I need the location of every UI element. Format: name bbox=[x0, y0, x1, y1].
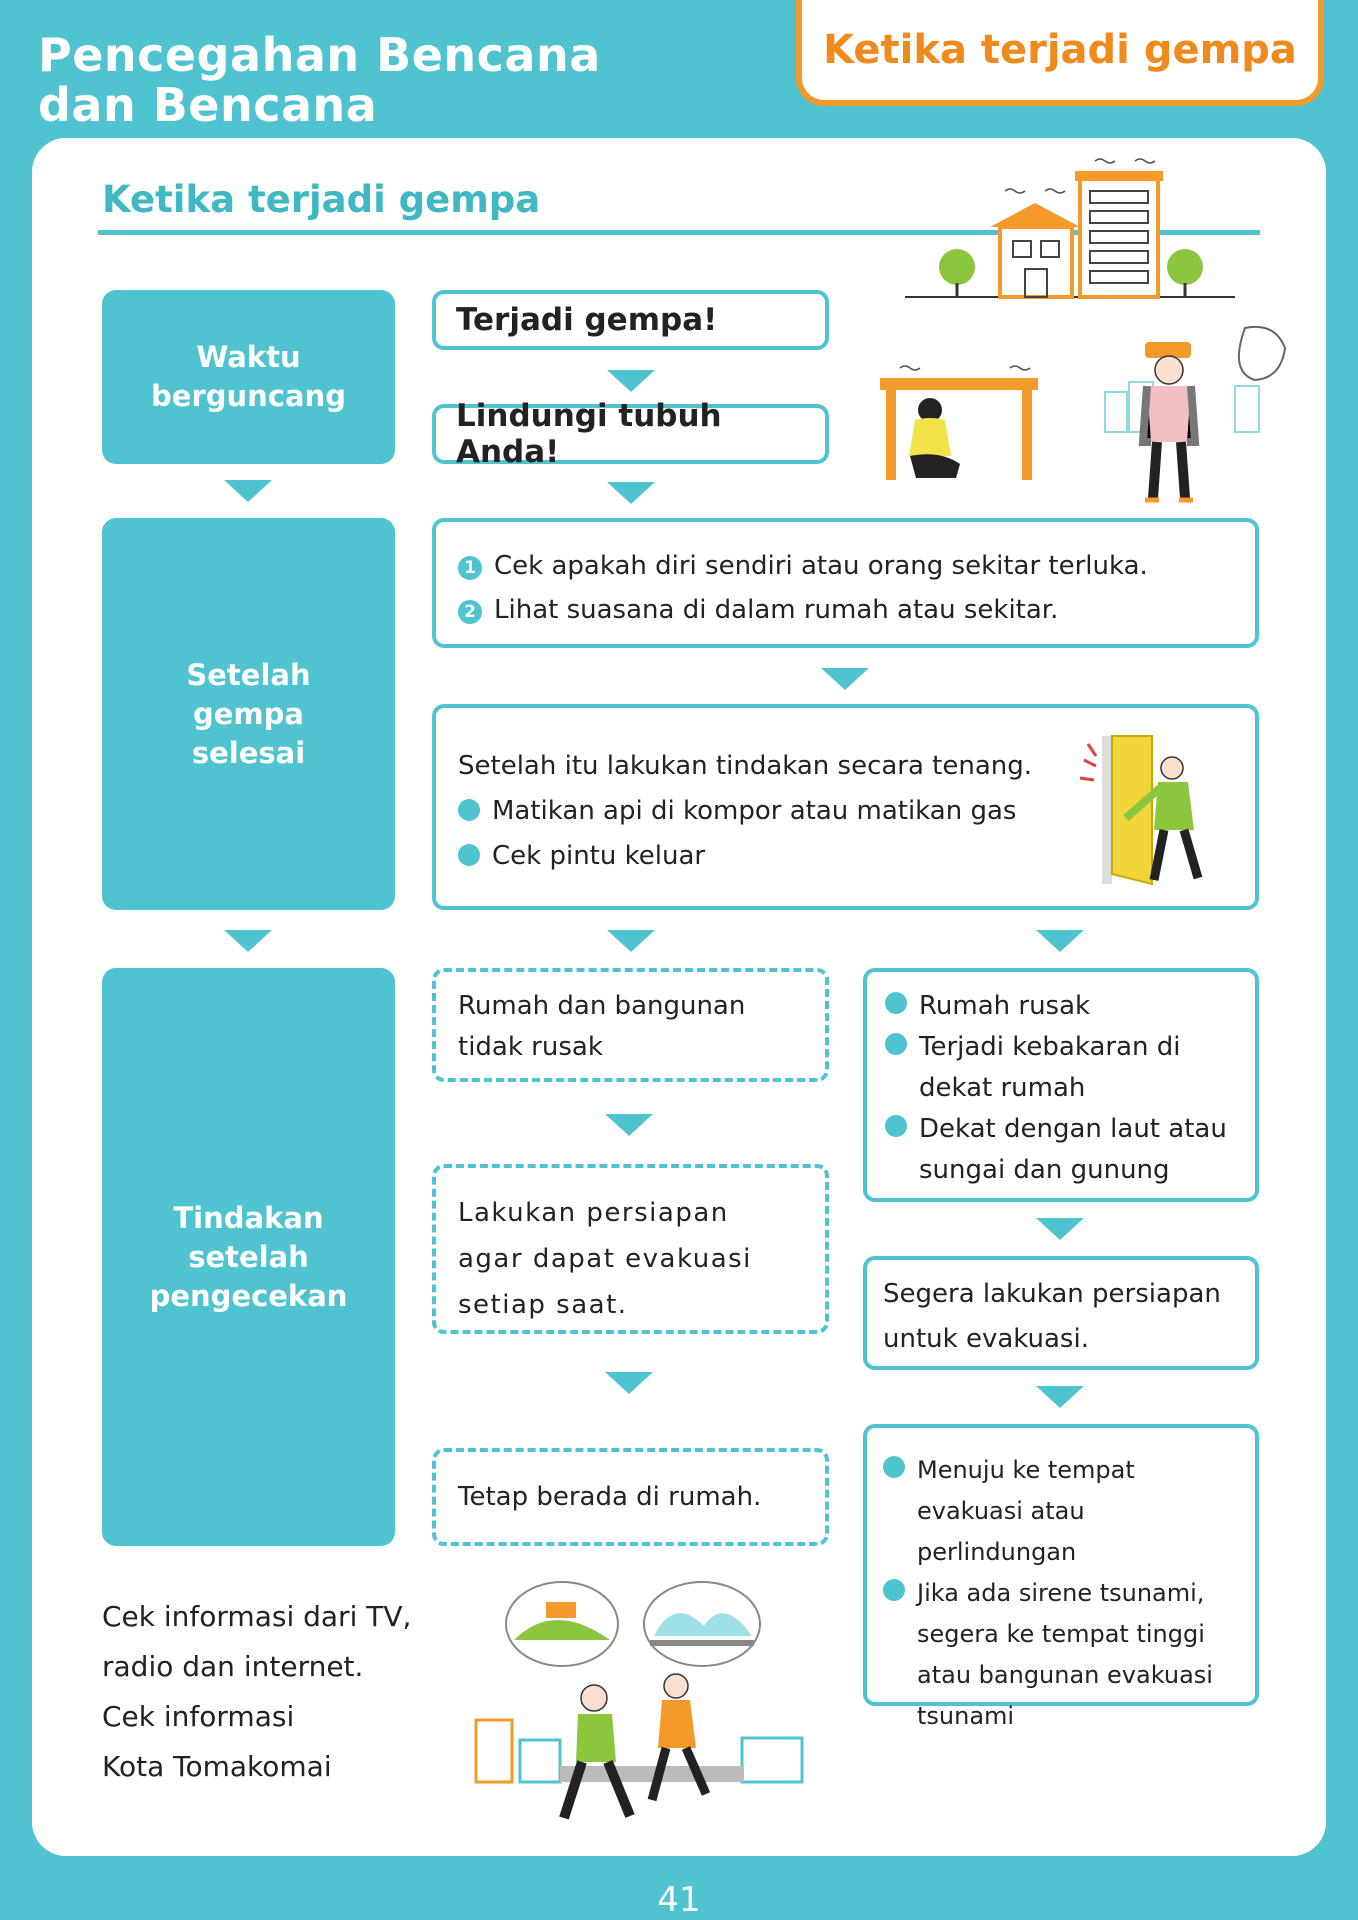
arrow-down-icon bbox=[607, 482, 655, 504]
evac-item bbox=[883, 1450, 1239, 1573]
arrow-down-icon bbox=[224, 930, 272, 952]
bullet-icon bbox=[885, 992, 907, 1014]
arrow-down-icon bbox=[605, 1372, 653, 1394]
arrow-down-icon bbox=[607, 930, 655, 952]
bullet-icon bbox=[885, 1033, 907, 1055]
info-line: Kota Tomakomai bbox=[102, 1750, 332, 1783]
calm-intro: Setelah itu lakukan tindakan secara tenang. bbox=[458, 751, 1033, 781]
chapter-tab: Ketika terjadi gempa bbox=[796, 0, 1324, 106]
check-item bbox=[458, 588, 1233, 632]
bullet-icon bbox=[458, 799, 480, 821]
bullet-icon bbox=[885, 1115, 907, 1137]
prepare-now-text: Segera lakukan persiapan untuk evakuasi. bbox=[883, 1279, 1221, 1354]
check-box bbox=[432, 518, 1259, 648]
phase-shaking: Waktu berguncang bbox=[102, 290, 395, 464]
prepare-now-box bbox=[863, 1256, 1259, 1370]
evacuate-box bbox=[863, 1424, 1259, 1730]
door-person-illustration bbox=[1080, 728, 1230, 888]
damaged-item-text: Rumah rusak bbox=[919, 991, 1091, 1021]
check-item-text: Cek apakah diri sendiri atau orang sekitar terluka. bbox=[494, 551, 1148, 581]
info-text bbox=[102, 1592, 411, 1792]
info-line: Cek informasi dari TV, bbox=[102, 1600, 412, 1633]
damaged-item bbox=[885, 1027, 1237, 1109]
section-title: Ketika terjadi gempa bbox=[102, 178, 541, 221]
info-line: Cek informasi bbox=[102, 1700, 295, 1733]
arrow-down-icon bbox=[821, 668, 869, 690]
damaged-item-text: Terjadi kebakaran di dekat rumah bbox=[919, 1032, 1181, 1103]
damaged-box bbox=[863, 968, 1259, 1202]
number-1-icon: 1 bbox=[458, 556, 482, 580]
arrow-down-icon bbox=[605, 1114, 653, 1136]
evacuation-illustration bbox=[470, 1580, 810, 1830]
phase-after-quake: Setelah gempa selesai bbox=[102, 518, 395, 910]
stay-home-box bbox=[432, 1448, 829, 1546]
arrow-down-icon bbox=[1036, 1386, 1084, 1408]
phase-after-check: Tindakan setelah pengecekan bbox=[102, 968, 395, 1546]
not-damaged-box bbox=[432, 968, 829, 1082]
arrow-down-icon bbox=[1036, 1218, 1084, 1240]
buildings-illustration bbox=[905, 155, 1245, 305]
evac-item-text: Jika ada sirene tsunami, segera ke tempat tinggi atau bangunan evakuasi tsunami bbox=[917, 1579, 1213, 1730]
page-number: 41 bbox=[657, 1880, 701, 1920]
prepare-text: Lakukan persiapan agar dapat evakuasi setiap saat. bbox=[458, 1198, 752, 1320]
person-covering-head-illustration bbox=[1095, 322, 1295, 507]
bullet-icon bbox=[883, 1579, 905, 1601]
calm-item-text: Matikan api di kompor atau matikan gas bbox=[492, 796, 1017, 826]
evac-item-text: Menuju ke tempat evakuasi atau perlindungan bbox=[917, 1456, 1135, 1566]
info-line: radio dan internet. bbox=[102, 1650, 364, 1683]
stay-home-text: Tetap berada di rumah. bbox=[458, 1482, 762, 1512]
damaged-item bbox=[885, 986, 1237, 1027]
check-item bbox=[458, 544, 1233, 588]
calm-item-text: Cek pintu keluar bbox=[492, 841, 706, 871]
arrow-down-icon bbox=[224, 480, 272, 502]
prepare-box bbox=[432, 1164, 829, 1334]
page-title-line2: dan Bencana bbox=[38, 78, 378, 132]
arrow-down-icon bbox=[607, 370, 655, 392]
number-2-icon: 2 bbox=[458, 600, 482, 624]
step-protect: Lindungi tubuh Anda! bbox=[432, 404, 829, 464]
step-quake-occurs: Terjadi gempa! bbox=[432, 290, 829, 350]
table-duck-illustration bbox=[870, 362, 1050, 482]
check-item-text: Lihat suasana di dalam rumah atau sekitar. bbox=[494, 595, 1059, 625]
page-title bbox=[38, 30, 601, 130]
bullet-icon bbox=[458, 844, 480, 866]
bullet-icon bbox=[883, 1456, 905, 1478]
arrow-down-icon bbox=[1036, 930, 1084, 952]
damaged-item-text: Dekat dengan laut atau sungai dan gunung bbox=[919, 1114, 1227, 1185]
evac-item bbox=[883, 1573, 1239, 1737]
damaged-item bbox=[885, 1109, 1237, 1191]
page-title-line1: Pencegahan Bencana bbox=[38, 28, 601, 82]
not-damaged-text: Rumah dan bangunan tidak rusak bbox=[458, 991, 746, 1062]
